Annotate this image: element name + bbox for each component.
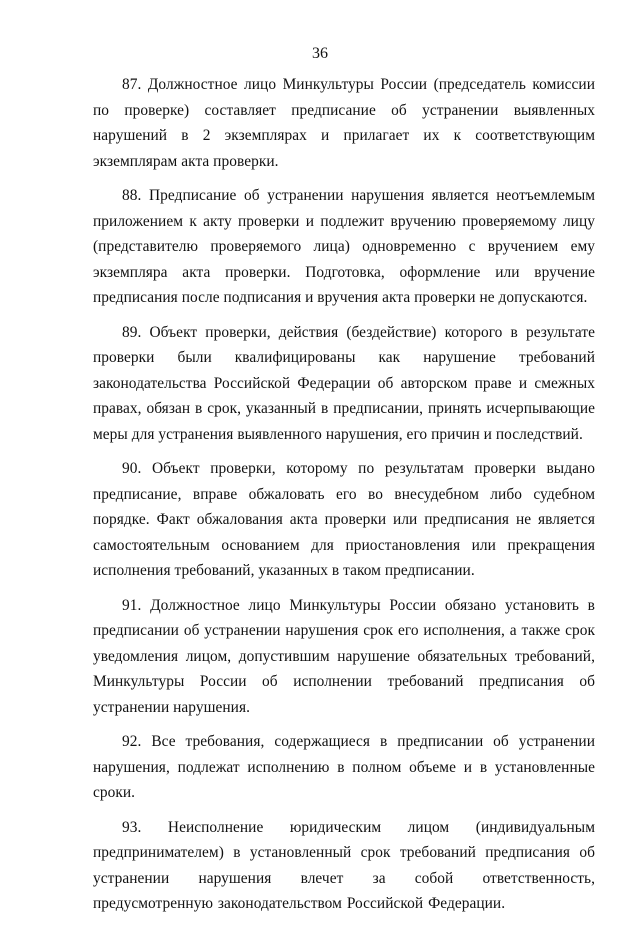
- paragraph-93: 93. Неисполнение юридическим лицом (индивидуальным предпринимателем) в установленный срок требований предписания об устранении нарушения влечет за собой ответственность, предусмотренную законодательством Российской Федерации.: [93, 818, 595, 912]
- document-body: [93, 72, 595, 926]
- paragraph-90: 90. Объект проверки, которому по результатам проверки выдано предписание, вправе обжаловать его во внесудебном либо судебном порядке. Факт обжалования акта проверки или предписания не является самостоятельным основанием для приостановления или прекращения исполнения требований, указанных в таком предписании.: [93, 460, 595, 579]
- paragraph-91: 91. Должностное лицо Минкультуры России обязано установить в предписании об устранении нарушения срок его исполнения, а также срок уведомления лицом, допустившим нарушение обязательных требований, Минкультуры России об исполнении требований предписания об устранении нарушения.: [93, 596, 595, 716]
- paragraph-89: 89. Объект проверки, действия (бездействие) которого в результате проверки были квалифицированы как нарушение требований законодательства Российской Федерации об авторском праве и смежных правах, обязан в срок, указанный в предписании, принять исчерпывающие меры для устранения выявленного нарушения, его причин и последствий.: [93, 323, 595, 443]
- paragraph-87: 87. Должностное лицо Минкультуры России (председатель комиссии по проверке) составляет предписание об устранении выявленных нарушений в 2 экземплярах и прилагает их к соответствующим экземплярам акта проверки.: [93, 76, 595, 170]
- page-number: 36: [312, 45, 328, 62]
- paragraph-88: 88. Предписание об устранении нарушения является неотъемлемым приложением к акту проверки и подлежит вручению проверяемому лицу (представителю проверяемого лица) одновременно с вручением ему экземпляра акта проверки. Подготовка, оформление или вручение предписания после подписания и вручения акта проверки не допускаются.: [93, 187, 595, 306]
- paragraph-92: 92. Все требования, содержащиеся в предписании об устранении нарушения, подлежат исполнению в полном объеме и в установленные сроки.: [93, 733, 595, 801]
